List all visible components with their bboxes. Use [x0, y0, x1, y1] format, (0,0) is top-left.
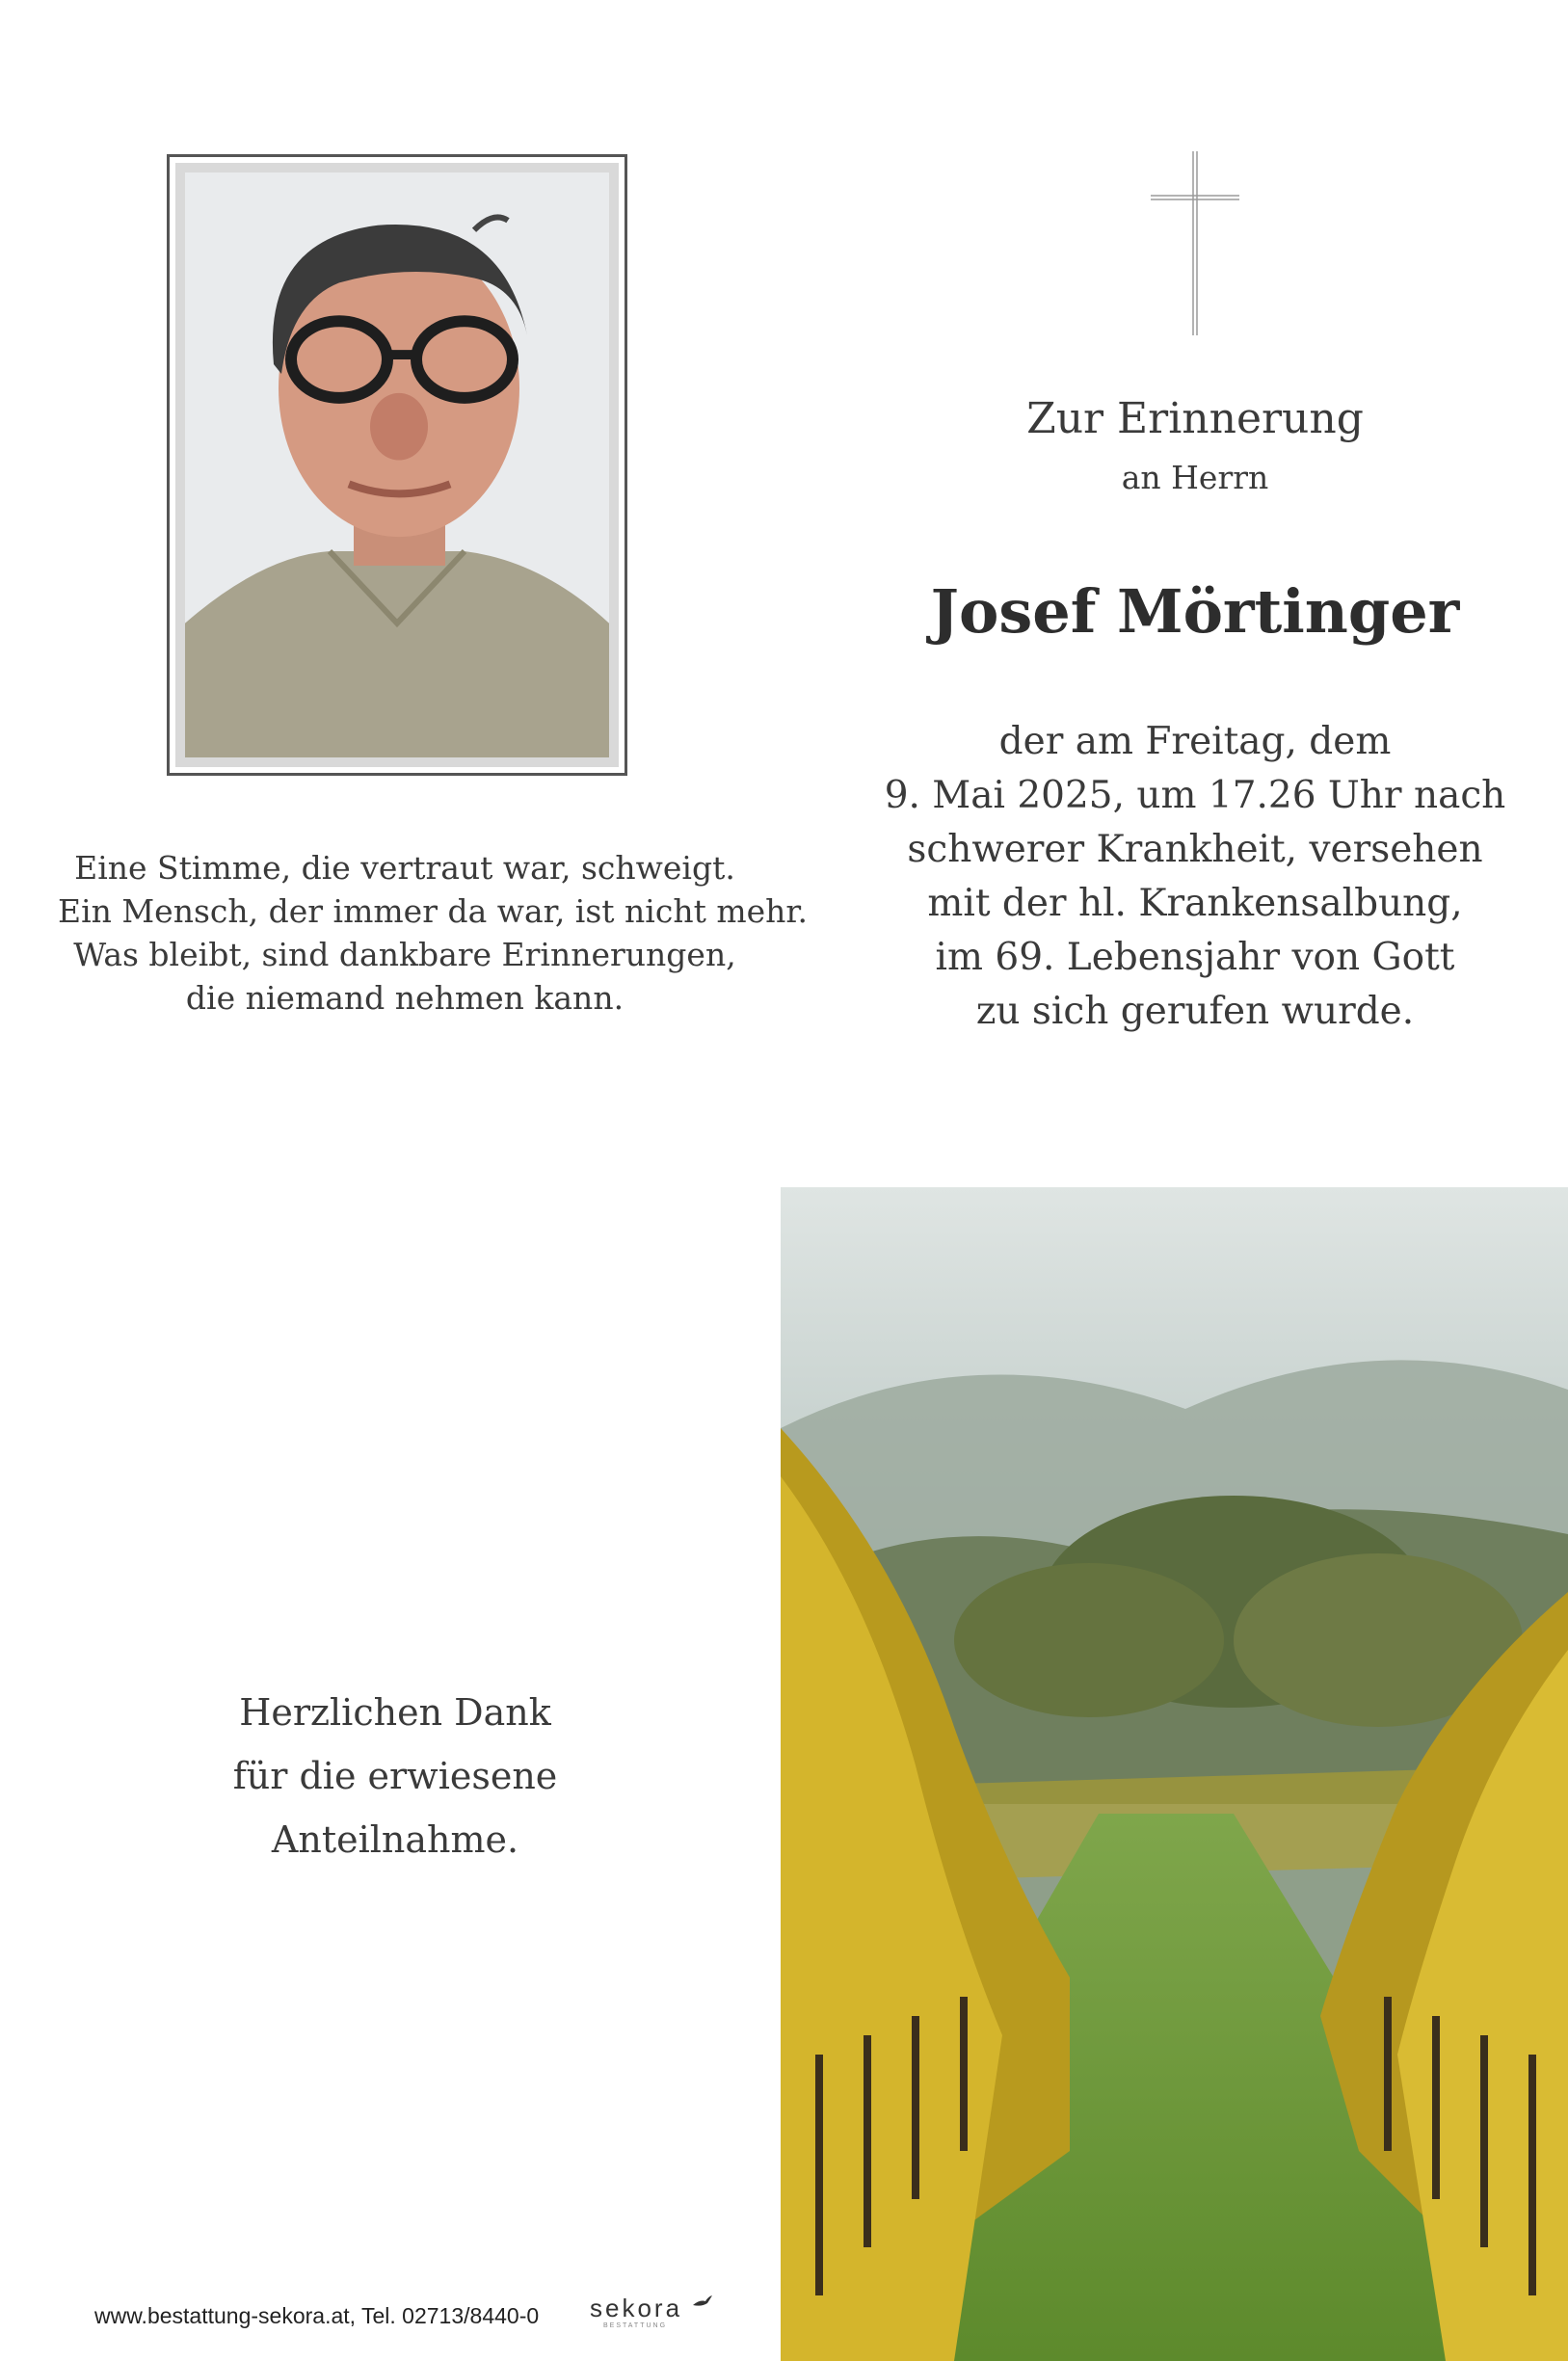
details-line: zu sich gerufen wurde. — [975, 990, 1415, 1033]
portrait-illustration — [185, 172, 609, 757]
verse-line: die niemand nehmen kann. — [185, 979, 625, 1017]
bird-icon — [692, 2294, 713, 2309]
verse-line: Ein Mensch, der immer da war, ist nicht mehr. — [58, 892, 809, 930]
details-line: mit der hl. Krankensalbung, — [927, 882, 1463, 925]
thanks-message — [96, 1681, 694, 1871]
details-line: schwerer Krankheit, versehen — [907, 828, 1483, 871]
vineyard-photo — [781, 1187, 1568, 2361]
portrait-photo — [175, 163, 619, 767]
thanks-line: für die erwiesene — [232, 1755, 558, 1797]
deceased-name: Josef Mörtinger — [930, 576, 1460, 647]
vineyard-illustration — [781, 1187, 1568, 2361]
death-details — [790, 715, 1568, 1039]
portrait-photo-frame — [167, 154, 627, 776]
details-line: im 69. Lebensjahr von Gott — [935, 936, 1455, 979]
thanks-line: Herzlichen Dank — [239, 1691, 551, 1734]
memorial-verse — [58, 846, 809, 1020]
verse-line: Was bleibt, sind dankbare Erinnerungen, — [73, 936, 736, 973]
logo-text: sekora — [590, 2294, 683, 2322]
sekora-logo — [590, 2294, 713, 2329]
cross-icon — [1147, 149, 1243, 337]
details-line: 9. Mai 2025, um 17.26 Uhr nach — [884, 774, 1506, 817]
footer-contact: www.bestattung-sekora.at, Tel. 02713/8440-0 — [94, 2303, 540, 2328]
details-line: der am Freitag, dem — [998, 720, 1392, 763]
intro-heading: Zur Erinnerung — [1026, 394, 1364, 443]
intro-subheading: an Herrn — [1121, 459, 1269, 496]
thanks-line: Anteilnahme. — [271, 1818, 519, 1861]
verse-line: Eine Stimme, die vertraut war, schweigt. — [74, 849, 735, 887]
logo-subtext: BESTATTUNG — [603, 2322, 668, 2329]
